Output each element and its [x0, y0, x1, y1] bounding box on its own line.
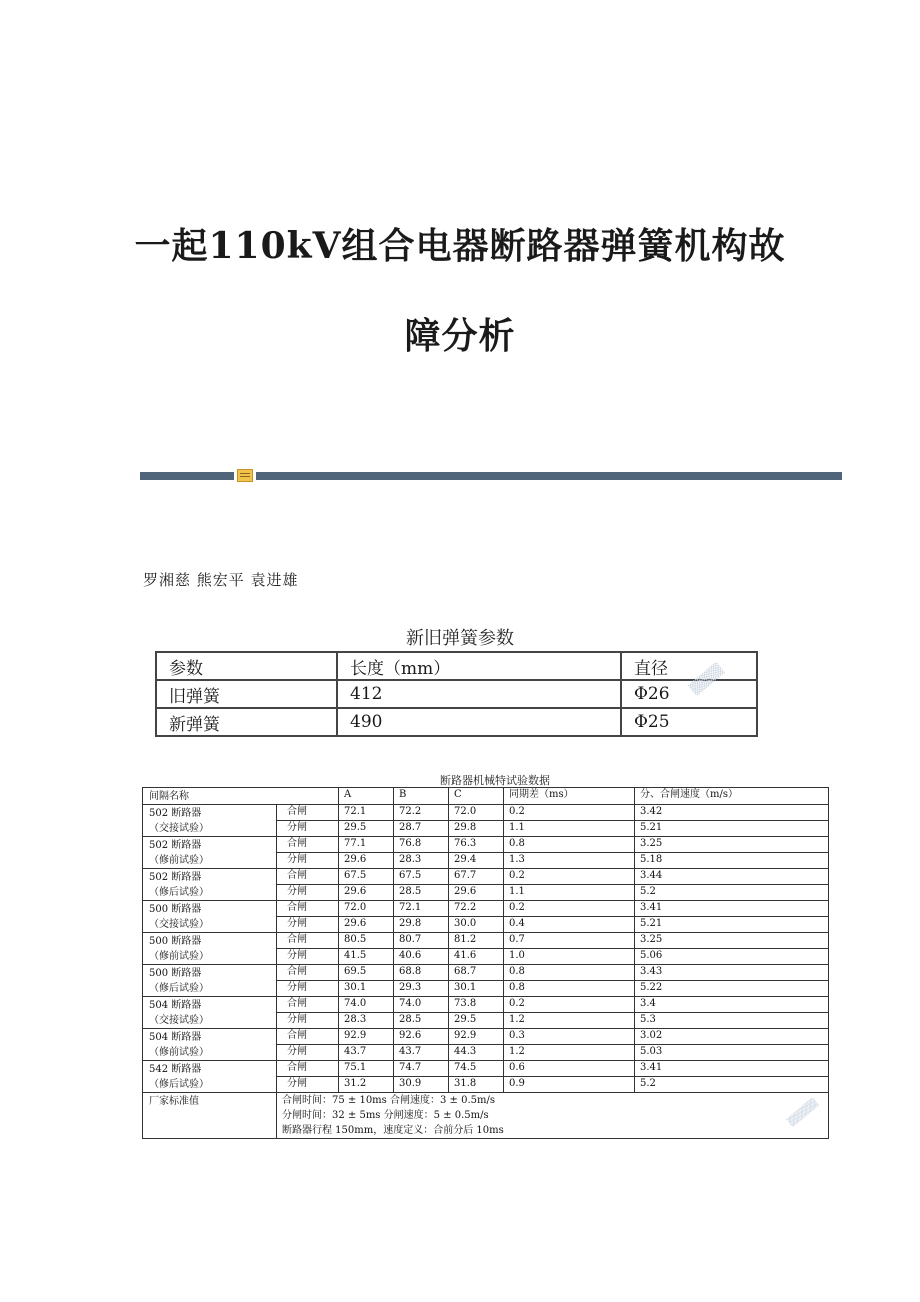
- table-cell: 74.0: [394, 997, 449, 1013]
- table-row: [156, 680, 757, 708]
- test-type: （交接试验）: [149, 1015, 209, 1026]
- standard-values: [277, 1093, 829, 1139]
- header-cell: 参数: [156, 652, 337, 680]
- table-cell: 72.1: [394, 901, 449, 917]
- breaker-name: 500 断路器: [149, 936, 202, 947]
- table-row: [143, 901, 829, 917]
- authors: 罗湘慈 熊宏平 袁进雄: [143, 571, 299, 589]
- table-cell: 68.8: [394, 965, 449, 981]
- table-row: [143, 997, 829, 1013]
- envelope-icon: [237, 469, 253, 482]
- table-cell: 合闸: [277, 933, 339, 949]
- table-cell: 29.6: [339, 885, 394, 901]
- table-cell: 3.43: [635, 965, 829, 981]
- table-cell: 1.1: [504, 821, 635, 837]
- table-cell: 29.8: [449, 821, 504, 837]
- test-type: （修前试验）: [149, 951, 209, 962]
- table-cell: 29.6: [449, 885, 504, 901]
- breaker-name-cell: [143, 901, 277, 933]
- table-cell: 490: [337, 708, 621, 736]
- table-cell: 81.2: [449, 933, 504, 949]
- table-cell: 0.2: [504, 869, 635, 885]
- table-cell: 3.25: [635, 933, 829, 949]
- table-cell: 43.7: [394, 1045, 449, 1061]
- table-cell: 28.5: [394, 1013, 449, 1029]
- standard-line: 合闸时间：75 ± 10ms 合闸速度：3 ± 0.5m/s: [282, 1095, 495, 1106]
- table-cell: 5.18: [635, 853, 829, 869]
- table-cell: 72.2: [449, 901, 504, 917]
- table-cell: 新弹簧: [156, 708, 337, 736]
- table-cell: 合闸: [277, 965, 339, 981]
- header-cell: 同期差（ms）: [504, 788, 635, 805]
- table-cell: 92.9: [339, 1029, 394, 1045]
- table-cell: 29.6: [339, 853, 394, 869]
- table-cell: 69.5: [339, 965, 394, 981]
- table-cell: 3.44: [635, 869, 829, 885]
- table-cell: 30.9: [394, 1077, 449, 1093]
- table-cell: 3.41: [635, 901, 829, 917]
- table-cell: 分闸: [277, 981, 339, 997]
- breaker-name-cell: [143, 1061, 277, 1093]
- breaker-name: 500 断路器: [149, 968, 202, 979]
- table-header-row: [156, 652, 757, 680]
- table-cell: 旧弹簧: [156, 680, 337, 708]
- table-cell: 29.3: [394, 981, 449, 997]
- table-cell: 1.2: [504, 1045, 635, 1061]
- table-cell: 5.2: [635, 1077, 829, 1093]
- standard-label: 厂家标准值: [143, 1093, 277, 1139]
- mech-table-caption: 断路器机械特试验数据: [440, 774, 550, 787]
- table-cell: 80.5: [339, 933, 394, 949]
- header-cell: 直径: [621, 652, 757, 680]
- table-row: [156, 708, 757, 736]
- table-cell: 72.0: [449, 805, 504, 821]
- table-cell: Φ26: [621, 680, 757, 708]
- table-cell: 75.1: [339, 1061, 394, 1077]
- table-cell: 合闸: [277, 837, 339, 853]
- breaker-name: 500 断路器: [149, 904, 202, 915]
- table-cell: 5.06: [635, 949, 829, 965]
- document-title-line-1: 一起110kV组合电器断路器弹簧机构故: [134, 225, 786, 267]
- table-header-row: [143, 788, 829, 805]
- table-cell: 31.2: [339, 1077, 394, 1093]
- table-cell: 412: [337, 680, 621, 708]
- breaker-name-cell: [143, 933, 277, 965]
- table-cell: 5.22: [635, 981, 829, 997]
- table-cell: 76.3: [449, 837, 504, 853]
- table-cell: 92.6: [394, 1029, 449, 1045]
- divider-bar-right: [256, 472, 842, 480]
- table-cell: 分闸: [277, 1013, 339, 1029]
- breaker-name: 502 断路器: [149, 840, 202, 851]
- document-title-line-2: 障分析: [404, 315, 516, 357]
- breaker-name: 504 断路器: [149, 1000, 202, 1011]
- table-cell: 3.41: [635, 1061, 829, 1077]
- table-row: [143, 869, 829, 885]
- watermark: ▒▒▒▒▒: [786, 1098, 820, 1128]
- table-cell: 分闸: [277, 917, 339, 933]
- table-cell: 74.0: [339, 997, 394, 1013]
- table-cell: 40.6: [394, 949, 449, 965]
- breaker-name-cell: [143, 869, 277, 901]
- test-type: （交接试验）: [149, 919, 209, 930]
- table-cell: 67.7: [449, 869, 504, 885]
- table-cell: 67.5: [394, 869, 449, 885]
- table-cell: 30.1: [449, 981, 504, 997]
- spring-table-caption: 新旧弹簧参数: [406, 628, 514, 649]
- table-cell: 28.3: [394, 853, 449, 869]
- table-cell: 29.8: [394, 917, 449, 933]
- table-cell: 72.0: [339, 901, 394, 917]
- table-cell: 3.25: [635, 837, 829, 853]
- table-cell: 分闸: [277, 949, 339, 965]
- table-row: [143, 965, 829, 981]
- table-cell: 3.4: [635, 997, 829, 1013]
- table-cell: 43.7: [339, 1045, 394, 1061]
- table-cell: 72.1: [339, 805, 394, 821]
- breaker-name-cell: [143, 997, 277, 1029]
- table-cell: 0.9: [504, 1077, 635, 1093]
- table-cell: 80.7: [394, 933, 449, 949]
- table-cell: 44.3: [449, 1045, 504, 1061]
- breaker-name-cell: [143, 1029, 277, 1061]
- table-cell: 合闸: [277, 1029, 339, 1045]
- test-type: （修后试验）: [149, 887, 209, 898]
- test-type: （修前试验）: [149, 1047, 209, 1058]
- table-row: [143, 805, 829, 821]
- mechanical-test-table: [142, 787, 829, 1139]
- table-cell: 0.8: [504, 965, 635, 981]
- table-cell: 0.7: [504, 933, 635, 949]
- table-cell: 0.8: [504, 837, 635, 853]
- watermark: ▒▒▒▒: [687, 661, 726, 697]
- table-cell: 合闸: [277, 805, 339, 821]
- table-cell: 1.0: [504, 949, 635, 965]
- breaker-name: 502 断路器: [149, 872, 202, 883]
- table-cell: 分闸: [277, 1077, 339, 1093]
- breaker-name-cell: [143, 805, 277, 837]
- table-cell: 31.8: [449, 1077, 504, 1093]
- table-cell: 92.9: [449, 1029, 504, 1045]
- table-row: [143, 1029, 829, 1045]
- table-cell: 合闸: [277, 997, 339, 1013]
- table-row: [143, 1061, 829, 1077]
- table-cell: 72.2: [394, 805, 449, 821]
- standard-line: 分闸时间：32 ± 5ms 分闸速度：5 ± 0.5m/s: [282, 1110, 489, 1121]
- table-cell: Φ25: [621, 708, 757, 736]
- table-cell: 合闸: [277, 901, 339, 917]
- table-cell: 30.0: [449, 917, 504, 933]
- table-cell: 5.21: [635, 917, 829, 933]
- table-cell: 1.1: [504, 885, 635, 901]
- table-cell: 分闸: [277, 1045, 339, 1061]
- test-type: （交接试验）: [149, 823, 209, 834]
- table-cell: 74.5: [449, 1061, 504, 1077]
- table-cell: 5.21: [635, 821, 829, 837]
- breaker-name: 502 断路器: [149, 808, 202, 819]
- table-cell: 30.1: [339, 981, 394, 997]
- breaker-name: 504 断路器: [149, 1032, 202, 1043]
- header-cell: B: [394, 788, 449, 805]
- table-cell: 0.6: [504, 1061, 635, 1077]
- standard-row: [143, 1093, 829, 1139]
- table-cell: 29.6: [339, 917, 394, 933]
- table-row: [143, 933, 829, 949]
- header-cell: 分、合闸速度（m/s）: [635, 788, 829, 805]
- table-cell: 41.5: [339, 949, 394, 965]
- table-cell: 29.5: [449, 1013, 504, 1029]
- table-cell: 合闸: [277, 1061, 339, 1077]
- standard-line: 断路器行程 150mm，速度定义：合前分后 10ms: [282, 1125, 504, 1136]
- breaker-name-cell: [143, 837, 277, 869]
- header-cell: A: [339, 788, 394, 805]
- table-cell: 0.8: [504, 981, 635, 997]
- table-cell: 68.7: [449, 965, 504, 981]
- spring-parameter-table: [155, 651, 758, 737]
- table-cell: 41.6: [449, 949, 504, 965]
- header-cell: 间隔名称: [143, 788, 339, 805]
- divider-bar-left: [140, 472, 234, 480]
- table-cell: 0.2: [504, 805, 635, 821]
- table-cell: 5.03: [635, 1045, 829, 1061]
- table-cell: 合闸: [277, 869, 339, 885]
- table-cell: 73.8: [449, 997, 504, 1013]
- table-cell: 29.4: [449, 853, 504, 869]
- table-cell: 28.5: [394, 885, 449, 901]
- header-cell: C: [449, 788, 504, 805]
- table-row: [143, 837, 829, 853]
- test-type: （修后试验）: [149, 1079, 209, 1090]
- table-cell: 28.3: [339, 1013, 394, 1029]
- table-cell: 分闸: [277, 885, 339, 901]
- table-cell: 分闸: [277, 853, 339, 869]
- breaker-name: 542 断路器: [149, 1064, 202, 1075]
- table-cell: 分闸: [277, 821, 339, 837]
- test-type: （修前试验）: [149, 855, 209, 866]
- table-cell: 76.8: [394, 837, 449, 853]
- table-cell: 1.2: [504, 1013, 635, 1029]
- table-cell: 74.7: [394, 1061, 449, 1077]
- table-cell: 28.7: [394, 821, 449, 837]
- table-cell: 3.02: [635, 1029, 829, 1045]
- table-cell: 67.5: [339, 869, 394, 885]
- table-cell: 0.4: [504, 917, 635, 933]
- table-cell: 0.2: [504, 997, 635, 1013]
- table-cell: 77.1: [339, 837, 394, 853]
- breaker-name-cell: [143, 965, 277, 997]
- table-cell: 5.2: [635, 885, 829, 901]
- table-cell: 1.3: [504, 853, 635, 869]
- table-cell: 29.5: [339, 821, 394, 837]
- table-cell: 0.2: [504, 901, 635, 917]
- header-cell: 长度（mm）: [337, 652, 621, 680]
- table-cell: 0.3: [504, 1029, 635, 1045]
- table-cell: 3.42: [635, 805, 829, 821]
- table-cell: 5.3: [635, 1013, 829, 1029]
- test-type: （修后试验）: [149, 983, 209, 994]
